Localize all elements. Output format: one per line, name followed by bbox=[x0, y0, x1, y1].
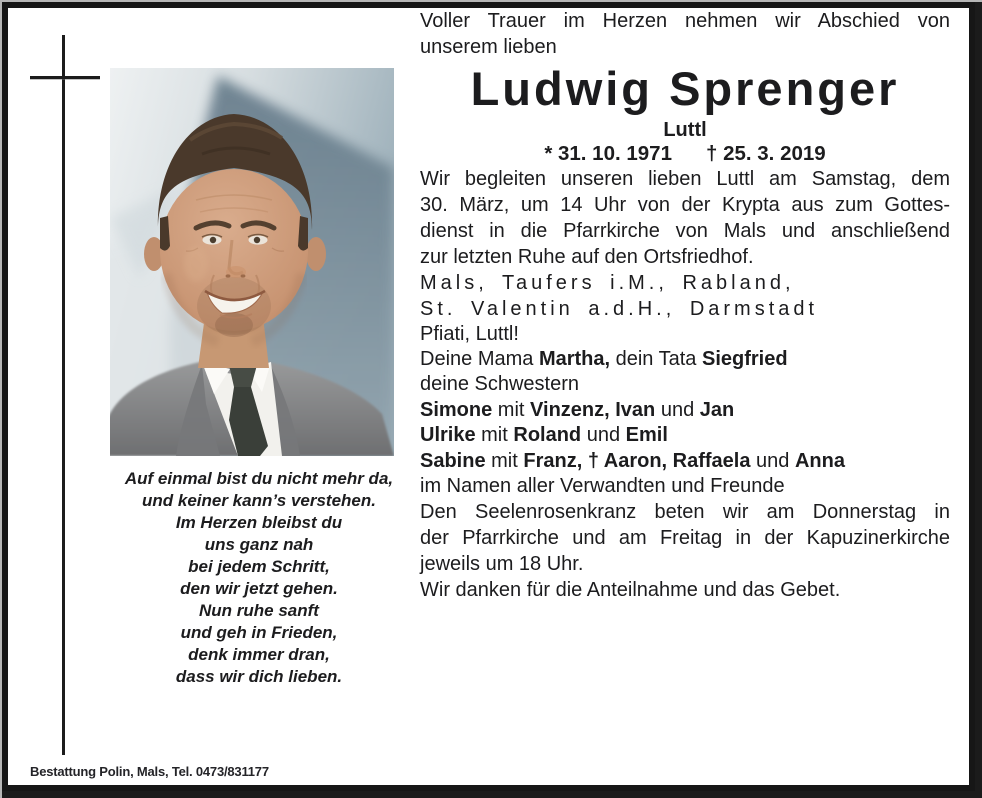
life-dates bbox=[420, 142, 950, 166]
funeral-announcement bbox=[420, 166, 950, 270]
poem-line: und keiner kann’s verstehen. bbox=[142, 491, 376, 510]
places-line: Mals, Taufers i.M., Rabland, bbox=[420, 272, 795, 294]
poem-line: Nun ruhe sanft bbox=[199, 601, 319, 620]
family-line: deine Schwestern bbox=[420, 373, 579, 396]
funeral-home-credit: Bestattung Polin, Mals, Tel. 0473/831177 bbox=[30, 764, 269, 779]
portrait-illustration bbox=[110, 68, 394, 456]
obituary-card bbox=[2, 2, 975, 791]
rosary-line: der Pfarrkirche und am Freitag in der Kapuzinerkirche bbox=[420, 527, 950, 550]
rosary-announcement bbox=[420, 499, 950, 577]
poem-line: Auf einmal bist du nicht mehr da, bbox=[124, 469, 394, 488]
intro-line: unserem lieben bbox=[420, 36, 557, 58]
funeral-line: Wir begleiten unseren lieben Luttl am Samstag, dem bbox=[420, 168, 950, 190]
funeral-line: zur letzten Ruhe auf den Ortsfriedhof. bbox=[420, 246, 754, 268]
deceased-name: Ludwig Sprenger bbox=[470, 62, 900, 115]
notice-content bbox=[420, 8, 950, 603]
cross-stem bbox=[62, 35, 65, 755]
poem-line: Im Herzen bleibst du bbox=[175, 513, 343, 532]
cross-crossbar bbox=[30, 76, 100, 79]
poem-line: denk immer dran, bbox=[188, 645, 330, 664]
rosary-line: Den Seelenrosenkranz beten wir am Donnerstag in bbox=[420, 501, 950, 524]
places-list bbox=[420, 270, 950, 322]
family-line: Sabine mit Franz, † Aaron, Raffaela und Anna bbox=[420, 449, 845, 472]
family-line: Deine Mama Martha, dein Tata Siegfried bbox=[420, 348, 788, 370]
intro-line: Voller Trauer im Herzen nehmen wir Abschied von bbox=[420, 10, 950, 32]
intro-text bbox=[420, 8, 950, 60]
funeral-line: dienst in die Pfarrkirche von Mals und anschließend bbox=[420, 220, 950, 242]
poem-line: bei jedem Schritt, bbox=[188, 557, 330, 576]
places-line: St. Valentin a.d.H., Darmstadt bbox=[420, 298, 819, 320]
family-line: Simone mit Vinzenz, Ivan und Jan bbox=[420, 398, 735, 421]
deceased-nickname: Luttl bbox=[663, 119, 707, 141]
birth-date: * 31. 10. 1971 bbox=[544, 142, 672, 165]
poem-line: dass wir dich lieben. bbox=[175, 667, 343, 686]
family-list bbox=[420, 347, 950, 499]
thanks-text: Wir danken für die Anteilnahme und das Gebet. bbox=[420, 579, 841, 602]
family-line: im Namen aller Verwandten und Freunde bbox=[420, 475, 785, 498]
death-date: † 25. 3. 2019 bbox=[705, 142, 826, 165]
portrait-photo bbox=[110, 68, 394, 456]
memorial-poem bbox=[104, 468, 414, 688]
poem-line: und geh in Frieden, bbox=[180, 623, 338, 642]
family-line: Ulrike mit Roland und Emil bbox=[420, 424, 668, 447]
poem-line: uns ganz nah bbox=[204, 535, 314, 554]
rosary-line: jeweils um 18 Uhr. bbox=[420, 553, 584, 576]
farewell-text: Pfiati, Luttl! bbox=[420, 323, 519, 345]
poem-line: den wir jetzt gehen. bbox=[180, 579, 338, 598]
funeral-line: 30. März, um 14 Uhr von der Krypta aus zum Gottes- bbox=[420, 194, 950, 216]
